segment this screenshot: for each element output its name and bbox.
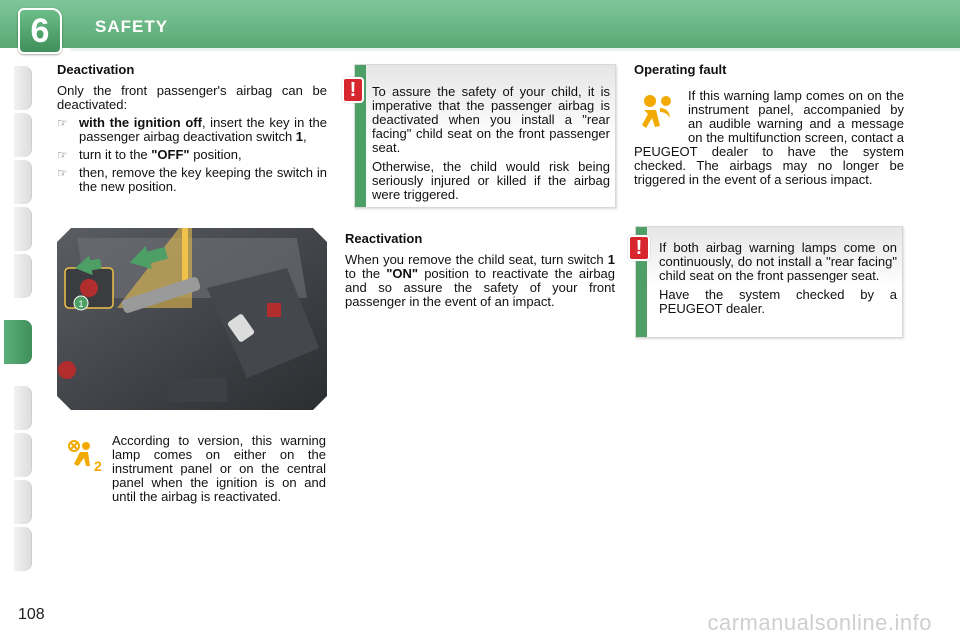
side-tab-2[interactable] (14, 113, 32, 157)
child-seat-warning-text (372, 85, 610, 202)
hand-pointer-icon: ☞ (57, 166, 68, 180)
step-2-pre: turn it to the (79, 147, 152, 162)
operating-fault-heading: Operating fault (634, 62, 727, 77)
deactivation-steps (57, 116, 327, 194)
step-1-tail: , (303, 129, 307, 144)
reactivation-on-label: "ON" (386, 266, 419, 281)
side-tab-5[interactable] (14, 254, 32, 298)
icon-float-spacer (634, 89, 688, 143)
step-2-bold: "OFF" (151, 147, 190, 162)
step-1-text: , insert the key in the passenger airbag deactivation switch (79, 115, 328, 144)
exclamation-warning-icon: ! (342, 77, 364, 103)
reactivation-text (345, 253, 615, 309)
deactivation-section (57, 63, 327, 198)
header-underline (70, 48, 960, 51)
reactivation-switch-number: 1 (607, 252, 615, 267)
reactivation-text-post: position to reactivate the airbag and so assure the safety of your front passenger in the event of an impact. (345, 266, 616, 309)
chapter-number: 6 (30, 12, 50, 50)
deactivation-step-2 (57, 148, 327, 162)
side-tab-9[interactable] (14, 480, 32, 524)
airbag-off-warning-icon (64, 438, 102, 474)
lamp-note-text: According to version, this warning lamp comes on either on the instrument panel or on the central panel when the ignition is on and until the airbag is reactivated. (112, 433, 326, 504)
both-warning-para-1: If both airbag warning lamps come on continuously, do not install a "rear facing" child seat on the front passenger seat. (659, 240, 897, 283)
step-3-text: then, remove the key keeping the switch in the new position. (79, 165, 327, 194)
watermark: carmanualsonline.info (707, 610, 932, 635)
step-2-text: position, (189, 147, 242, 162)
reactivation-section (345, 232, 615, 309)
page-number: 108 (18, 606, 45, 623)
photo-callout-number: 1 (78, 299, 84, 309)
operating-fault-text: If this warning lamp comes on on the instrument panel, accompanied by an audible warning and a message on the multifunction screen, contact a PEUGEOT dealer to have the system checked. The airbags may no longer be triggered in the event of a serious impact. (634, 88, 904, 187)
side-tab-1[interactable] (14, 66, 32, 110)
both-lamps-warning-text (659, 241, 897, 316)
exclamation-warning-icon: ! (628, 235, 650, 261)
side-tab-4[interactable] (14, 207, 32, 251)
reactivation-heading: Reactivation (345, 231, 423, 246)
side-tab-6-active[interactable] (4, 320, 32, 364)
step-1-bold: with the ignition off (79, 115, 202, 130)
operating-fault-section (634, 63, 904, 84)
reactivation-text-mid: to the (345, 266, 387, 281)
child-warning-para-1: To assure the safety of your child, it is imperative that the passenger airbag is deactivated when you install a "rear facing" child seat on the front passenger seat. (372, 84, 610, 155)
deactivation-heading: Deactivation (57, 62, 135, 77)
page-title: SAFETY (95, 17, 169, 36)
both-lamps-warning-box (635, 226, 903, 338)
side-tab-10[interactable] (14, 527, 32, 571)
hand-pointer-icon: ☞ (57, 148, 68, 162)
airbag-switch-photo (57, 228, 327, 410)
deactivation-step-1 (57, 116, 327, 144)
side-tab-7[interactable] (14, 386, 32, 430)
both-warning-para-2: Have the system checked by a PEUGEOT dealer. (659, 287, 897, 316)
lamp-note-section (112, 434, 326, 504)
hand-pointer-icon: ☞ (57, 116, 68, 130)
reactivation-text-pre: When you remove the child seat, turn switch (345, 252, 608, 267)
child-warning-para-2: Otherwise, the child would risk being seriously injured or killed if the airbag were triggered. (372, 159, 610, 202)
chapter-tab (18, 8, 62, 54)
side-tab-8[interactable] (14, 433, 32, 477)
side-tab-3[interactable] (14, 160, 32, 204)
side-chapter-tabs (0, 66, 36, 576)
operating-fault-text-block (634, 89, 904, 187)
airbag-icon-label: 2 (94, 458, 102, 474)
child-seat-warning-box (354, 64, 616, 208)
step-1-switch-number: 1 (295, 129, 304, 144)
deactivation-step-3 (57, 166, 327, 194)
deactivation-intro: Only the front passenger's airbag can be deactivated: (57, 83, 327, 112)
